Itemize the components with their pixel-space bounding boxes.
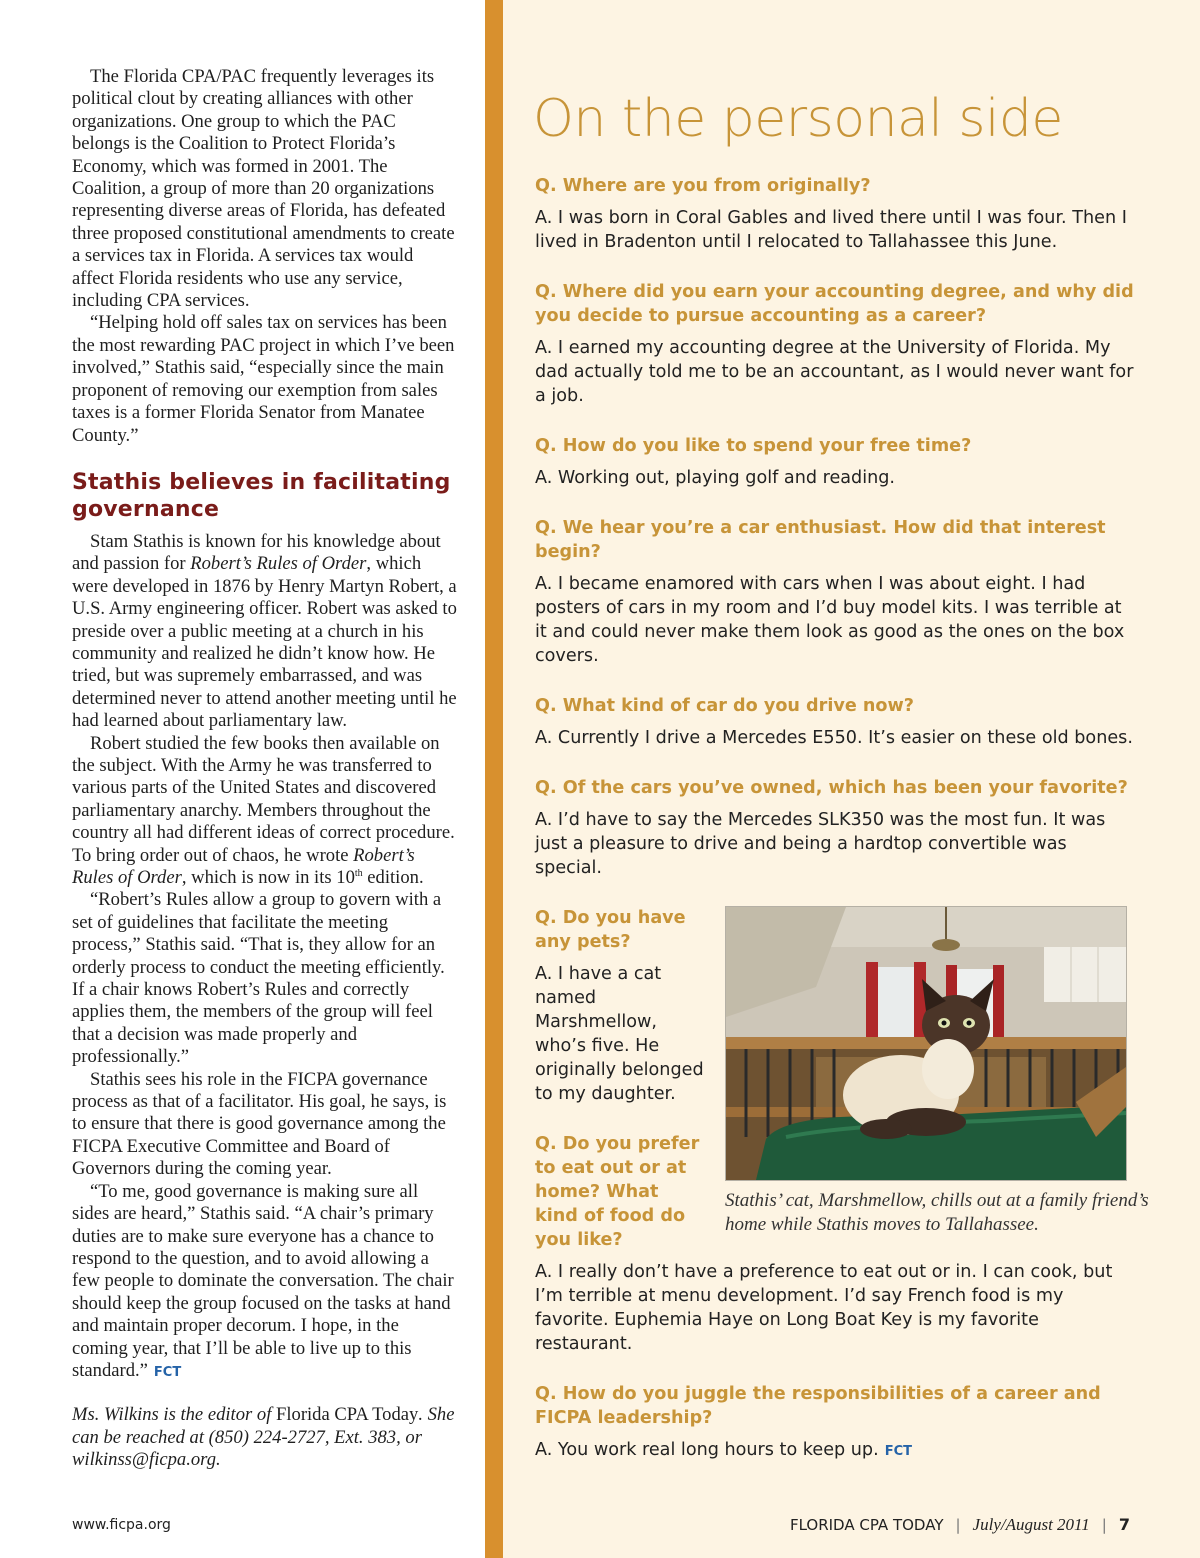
section-heading: Stathis believes in facilitating governance bbox=[72, 469, 451, 522]
answer: A. I became enamored with cars when I was about eight. I had posters of cars in my room and I’d buy model kits. I was terrible at it and could never make them look as good as the ones on the box covers. bbox=[535, 574, 1125, 666]
answer: A. Currently I drive a Mercedes E550. It’s easier on these old bones. bbox=[535, 728, 1133, 748]
book-title: Robert’s Rules of Order bbox=[190, 553, 367, 575]
fct-end-mark: FCT bbox=[884, 1444, 912, 1459]
question: Q. Do you have any pets? bbox=[535, 908, 686, 952]
left-article-column bbox=[72, 66, 457, 1472]
question: Q. Of the cars you’ve owned, which has been your favorite? bbox=[535, 778, 1128, 798]
answer: A. Working out, playing golf and reading. bbox=[535, 468, 896, 488]
photo-caption: Stathis’ cat, Marshmellow, chills out at a family friend’s home while Stathis moves to Tallahassee. bbox=[725, 1190, 1149, 1235]
page-number: 7 bbox=[1118, 1515, 1130, 1534]
paragraph: Robert studied the few books then available on the subject. With the Army he was transferred to various parts of the United States and discovered parliamentary anarchy. Members throughout the country all had different ideas of correct procedure. To bring order out of chaos, he wrote Robert’s Rules of Order, which is now in its 10th edition. bbox=[72, 732, 455, 888]
question: Q. Do you prefer to eat out or at home? What kind of food do you like? bbox=[535, 1134, 700, 1250]
answer: A. You work real long hours to keep up. FCT bbox=[535, 1440, 912, 1460]
personal-side-sidebar bbox=[533, 80, 1149, 1464]
question: Q. We hear you’re a car enthusiast. How did that interest begin? bbox=[535, 518, 1106, 562]
paragraph: Stathis sees his role in the FICPA governance process as that of a facilitator. His goal, he says, is to ensure that there is good governance among the FICPA Executive Committee and Board of Governors during the coming year. bbox=[72, 1068, 447, 1180]
question: Q. How do you juggle the responsibilities of a career and FICPA leadership? bbox=[535, 1384, 1101, 1428]
footer-magazine: FLORIDA CPA TODAY bbox=[789, 1516, 944, 1534]
paragraph: “Robert’s Rules allow a group to govern with a set of guidelines that facilitate the meeting process,” Stathis said. “That is, they allow for an orderly process to conduct the meeting efficiently. If a chair knows Robert’s Rules and correctly applies them, the members of the group will feel that a decision was made properly and professionally.” bbox=[72, 889, 445, 1068]
footer-website: www.ficpa.org bbox=[72, 1517, 171, 1533]
answer: A. I was born in Coral Gables and lived there until I was four. Then I lived in Bradenton until I relocated to Tallahassee this June. bbox=[535, 208, 1127, 252]
fct-end-mark: FCT bbox=[153, 1364, 182, 1380]
question: Q. How do you like to spend your free time? bbox=[535, 436, 972, 456]
answer: A. I earned my accounting degree at the University of Florida. My dad actually told me to be an accountant, as I would never want for a job. bbox=[535, 338, 1134, 406]
orange-divider-stripe bbox=[485, 0, 503, 1558]
paragraph: “To me, good governance is making sure all sides are heard,” Stathis said. “A chair’s primary duties are to make sure everyone has a chance to respond to the question, and to avoid allowing a few people to dominate the conversation. The chair should keep the group focused on the tasks at hand and maintain proper decorum. I hope, in the coming year, that I’ll be able to live up to this standard.” FCT bbox=[72, 1180, 454, 1381]
question: Q. Where are you from originally? bbox=[535, 176, 871, 196]
question: Q. Where did you earn your accounting degree, and why did you decide to pursue accounting as a career? bbox=[535, 282, 1134, 326]
paragraph: Stam Stathis is known for his knowledge about and passion for Robert’s Rules of Order, which were developed in 1876 by Henry Martyn Robert, a U.S. Army engineering officer. Robert was asked to preside over a public meeting at a church in his community and realized he didn’t know how. He tried, but was supremely embarrassed, and was determined never to attend another meeting until he had learned about parliamentary law. bbox=[72, 530, 457, 732]
paragraph: “Helping hold off sales tax on services has been the most rewarding PAC project in which I’ve been involved,” Stathis said, “especially since the main proponent of removing our exemption from sales taxes is a former Florida Senator from Manatee County.” bbox=[72, 312, 455, 446]
author-byline: Ms. Wilkins is the editor of Florida CPA Today. She can be reached at (850) 224-2727, Ext. 383, or wilkinss@ficpa.org. bbox=[72, 1404, 455, 1471]
footer-folio: FLORIDA CPA TODAY | July/August 2011 | 7 bbox=[789, 1515, 1130, 1534]
book-title: Robert’s Rules of Order bbox=[72, 844, 415, 888]
footer-issue: July/August 2011 bbox=[972, 1515, 1090, 1534]
answer: A. I have a cat named Marshmellow, who’s five. He originally belonged to my daughter. bbox=[535, 964, 704, 1104]
answer: A. I really don’t have a preference to eat out or in. I can cook, but I’m terrible at menu development. I’d say French food is my favorite. Euphemia Haye on Long Boat Key is my favorite restaurant. bbox=[535, 1262, 1113, 1354]
answer: A. I’d have to say the Mercedes SLK350 was the most fun. It was just a pleasure to drive and being a hardtop convertible was special. bbox=[535, 810, 1106, 878]
cat-photo bbox=[725, 906, 1127, 1181]
pets-block bbox=[535, 906, 1149, 1252]
paragraph: The Florida CPA/PAC frequently leverages its political clout by creating alliances with other organizations. One group to which the PAC belongs is the Coalition to Protect Florida’s Economy, which was formed in 2001. The Coalition, a group of more than 20 organizations representing diverse areas of Florida, has defeated three proposed constitutional amendments to create a services tax in Florida. A services tax would affect Florida residents who use any service, including CPA services. bbox=[72, 66, 455, 312]
sidebar-title: On the personal side bbox=[533, 89, 1063, 149]
question: Q. What kind of car do you drive now? bbox=[535, 696, 914, 716]
